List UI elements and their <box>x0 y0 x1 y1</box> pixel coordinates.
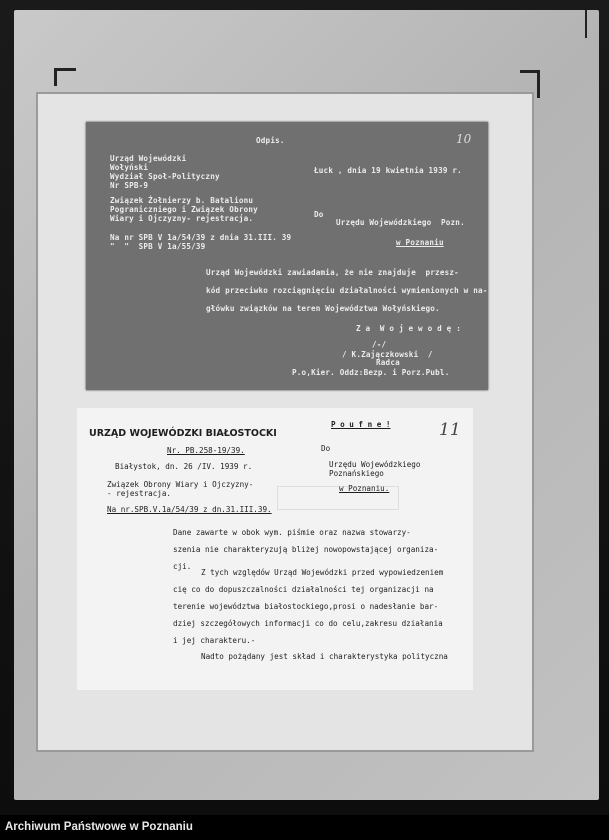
subject-line-1: Związek Żołnierzy b. Batalionu <box>110 196 254 205</box>
copy-letter-lutsk <box>86 122 488 390</box>
subject-line-2: - rejestracja. <box>107 489 172 498</box>
subject-line-2: Pograniczniego i Związek Obrony <box>110 205 258 214</box>
body-line-4: Z tych względów Urząd Wojewódzki przed wypowiedzeniem <box>201 568 444 577</box>
pencil-page-number: 10 <box>456 132 472 146</box>
reference-line-1: Na nr SPB V 1a/54/39 z dnia 31.III. 39 <box>110 233 292 242</box>
recipient: Urzędu Wojewódzkiego Pozn. <box>336 218 465 227</box>
body-line-5: cię co do dopuszczalności działalności tej organizacji na <box>173 585 434 594</box>
to-label: Do <box>321 444 331 453</box>
copy-heading: Odpis. <box>256 136 285 145</box>
sender-line-2: Wołyński <box>110 163 149 172</box>
subject-line-3: Wiary i Ojczyzny- rejestracja. <box>110 214 254 223</box>
archive-name: Archiwum Państwowe w Poznaniu <box>5 821 193 833</box>
body-line-9: Nadto pożądany jest skład i charakterystyka polityczna <box>201 652 448 661</box>
clip-right-edge <box>537 70 540 98</box>
reference: Na nr.SPB.V.1a/54/39 z dn.31.III.39. <box>107 505 272 514</box>
closing: Z a W o j e w o d ę : <box>356 324 461 333</box>
marks: /-/ <box>372 340 387 349</box>
body-line-1: Urząd Wojewódzki zawiadamia, że nie znajduje przesz- <box>206 268 459 277</box>
sender-line-1: Urząd Wojewódzki <box>110 154 187 163</box>
document-number: Nr. PB.258-19/39. <box>167 446 245 455</box>
recipient-line-1: Urzędu Wojewódzkiego <box>329 460 421 469</box>
body-line-8: i jej charakteru.- <box>173 636 256 645</box>
body-line-1: Dane zawarte w obok wym. piśmie oraz nazwa stowarzy- <box>173 528 411 537</box>
pencil-page-number: 11 <box>439 420 461 440</box>
place-date: Białystok, dn. 26 /IV. 1939 r. <box>115 462 253 471</box>
letter-bialystok <box>77 408 473 690</box>
body-line-7: dziej szczegółowych informacji co do celu,zakresu działania <box>173 619 443 628</box>
body-line-6: terenie województwa białostockiego,prosi o nadesłanie bar- <box>173 602 439 611</box>
sender-line-4: Nr SPB-9 <box>110 181 149 190</box>
signature-title: Radca <box>376 358 400 367</box>
place-date: Łuck , dnia 19 kwietnia 1939 r. <box>314 166 462 175</box>
subject-line-1: Związek Obrony Wiary i Ojczyzny- <box>107 480 254 489</box>
reference-line-2: " " SPB V 1a/55/39 <box>110 242 206 251</box>
signature-office: P.o,Kier. Oddz:Bezp. i Porz.Publ. <box>292 368 450 377</box>
recipient-city: w Poznaniu. <box>339 484 390 493</box>
body-line-2: kód przeciwko rozciągnięciu działalności wymienionych w na- <box>206 286 488 295</box>
body-line-3: główku związków na teren Województwa Wołyńskiego. <box>206 304 440 313</box>
film-edge-mark <box>585 10 587 38</box>
archive-footer <box>0 815 609 840</box>
to-label: Do <box>314 210 324 219</box>
office-header: URZĄD WOJEWÓDZKI BIAŁOSTOCKI <box>89 428 277 439</box>
recipient-city: w Poznaniu <box>396 238 444 247</box>
confidential-mark: P o u f n e ! <box>331 420 391 429</box>
body-line-3: cji. <box>173 562 192 571</box>
clip-left <box>54 68 76 71</box>
clip-left-edge <box>54 68 57 86</box>
body-line-2: szenia nie charakteryzują bliżej nowopowstającej organiza- <box>173 545 439 554</box>
signature-name: / K.Zajączkowski / <box>342 350 433 359</box>
recipient-line-2: Poznańskiego <box>329 469 384 478</box>
sender-line-3: Wydział Społ-Polityczny <box>110 172 220 181</box>
